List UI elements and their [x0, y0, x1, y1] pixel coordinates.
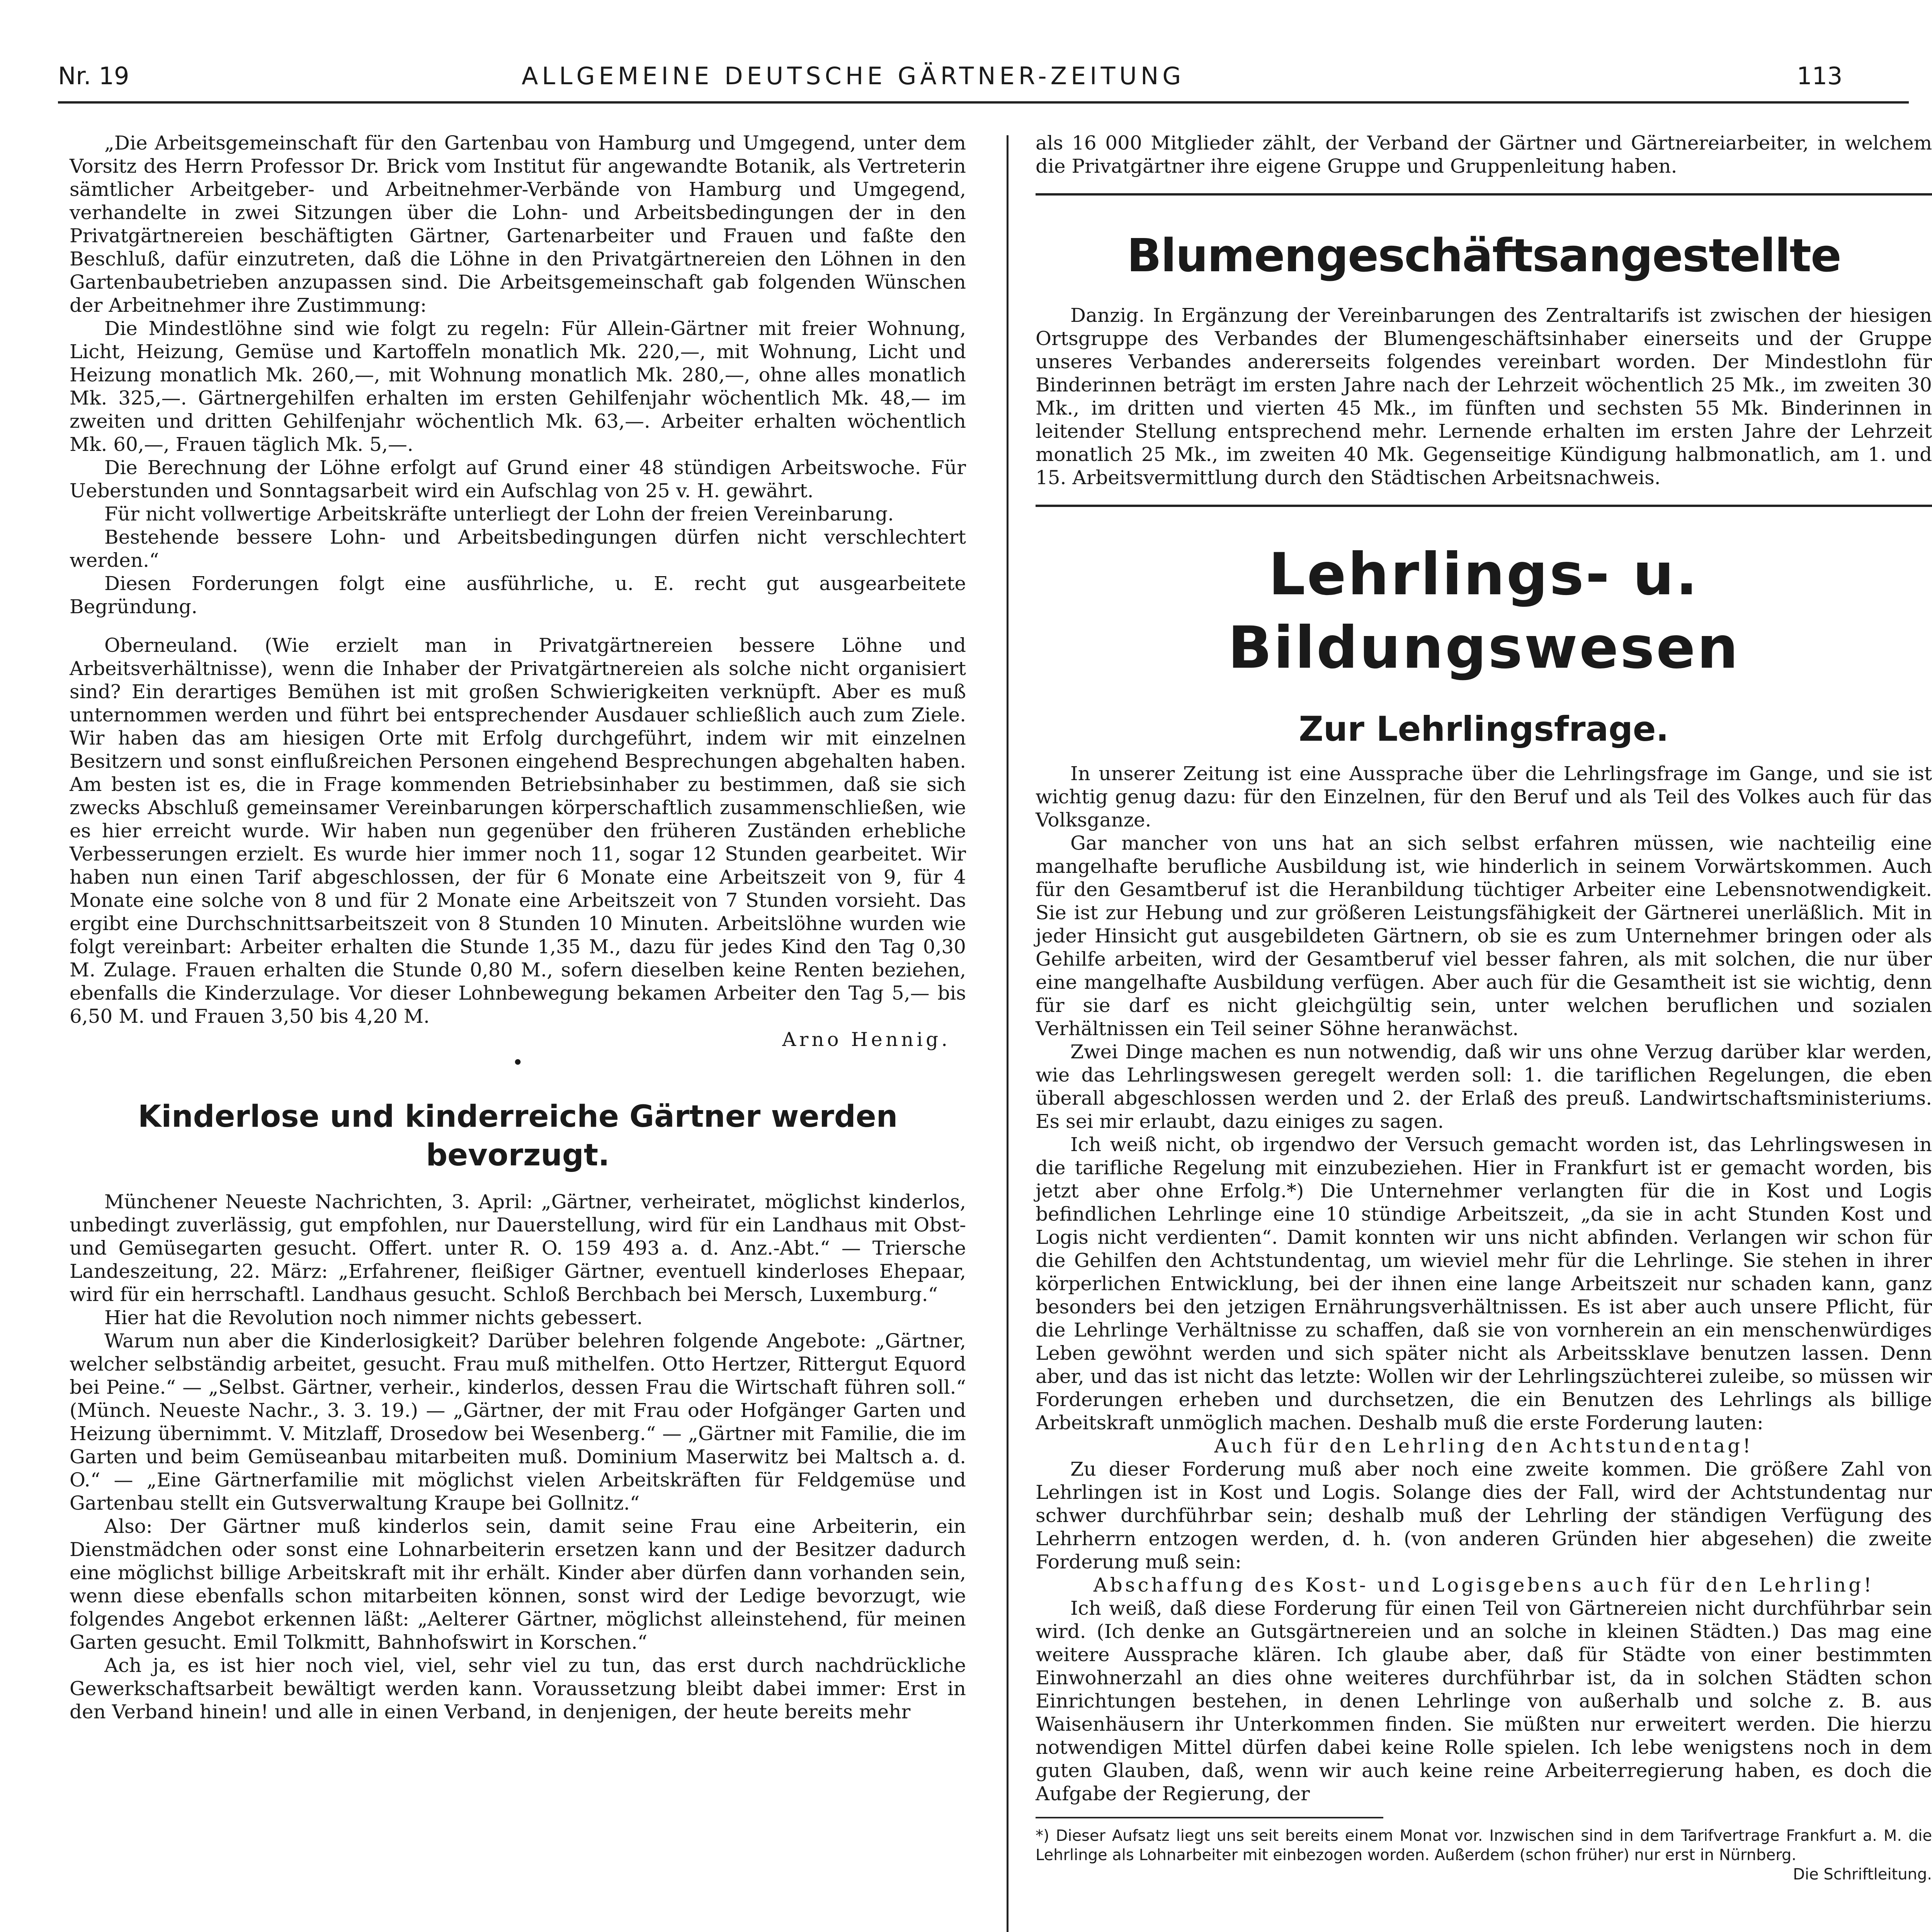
page-number-right: 113	[1797, 62, 1843, 90]
header-rule	[58, 101, 1909, 104]
article-paragraph: Münchener Neueste Nachrichten, 3. April: „Gärtner, verheiratet, möglichst kinderlos, unbedingt zuverlässig, gut empfohlen, nur Dauerstellung, wird für ein Landhaus mit Obst- und Gemüsegarten gesucht. Offert. unter R. O. 159 493 a. d. Anz.-Abt.“ — Triersche Landeszeitung, 22. März: „Erfahrener, fleißiger Gärtner, eventuell kinderloses Ehepaar, wird für ein herrschaftl. Landhaus gesucht. Schloß Berchbach bei Mersch, Luxemburg.“	[70, 1190, 966, 1306]
article-paragraph: Gar mancher von uns hat an sich selbst erfahren müssen, wie nachteilig eine mangelhafte berufliche Ausbildung ist, wie hinderlich in seinem Vorwärtskommen. Auch für den Gesamtberuf ist die Heranbildung tüchtiger Arbeiter eine Lebensnotwendigkeit. Sie ist zur Hebung und zur größeren Leistungsfähigkeit der Gärtnerei unerläßlich. Mit in jeder Hinsicht gut ausgebildeten Gärtnern, ob sie es zum Unternehmer bringen oder als Gehilfe arbeiten, wird der Gesamtberuf viel besser fahren, als mit solchen, die nur über eine mangelhafte Ausbildung verfügen. Aber auch für die Gesamtheit ist sie wichtig, denn für sie darf es nicht gleichgültig sein, unter welchen beruflichen und sozialen Verhältnissen ein Teil seiner Söhne heranwächst.	[1036, 832, 1932, 1040]
article-paragraph: In unserer Zeitung ist eine Aussprache über die Lehrlingsfrage im Gange, und sie ist wichtig genug dazu: für den Einzelnen, für den Beruf und als Teil des Volkes auch für das Volksganze.	[1036, 762, 1932, 831]
footnote-rule	[1036, 1817, 1383, 1818]
right-column	[1036, 131, 1932, 1884]
article-paragraph: Die Berechnung der Löhne erfolgt auf Grund einer 48 stündigen Arbeitswoche. Für Ueberstunden und Sonntagsarbeit wird ein Aufschlag von 25 v. H. gewährt.	[70, 456, 966, 502]
footnote: *) Dieser Aufsatz liegt uns seit bereits einem Monat vor. Inzwischen sind in dem Tarifvertrage Frankfurt a. M. die Lehrlinge als Lohnarbeiter mit einbezogen worden. Außerdem (schon früher) nur erst in Nürnberg.	[1036, 1827, 1932, 1864]
author-signature: Arno Hennig.	[782, 1028, 951, 1051]
article-paragraph: Danzig. In Ergänzung der Vereinbarungen des Zentraltarifs ist zwischen der hiesigen Ortsgruppe des Verbandes der Blumengeschäftsinhaber einerseits und der Gruppe unseres Verbandes andererseits folgendes vereinbart worden. Der Mindestlohn für Binderinnen beträgt im ersten Jahre nach der Lehrzeit wöchentlich 25 Mk., im zweiten 30 Mk., im dritten und vierten 45 Mk., im fünften und sechsten 55 Mk. Binderinnen in leitender Stellung entsprechend mehr. Lernende erhalten im ersten Jahre der Lehrzeit monatlich 25 Mk., im zweiten 40 Mk. Gegenseitige Kündigung halbmonatlich, am 1. und 15. Arbeitsvermittlung durch den Städtischen Arbeitsnachweis.	[1036, 304, 1932, 489]
article-paragraph: Die Mindestlöhne sind wie folgt zu regeln: Für Allein-Gärtner mit freier Wohnung, Licht, Heizung, Gemüse und Kartoffeln monatlich Mk. 220,—, mit Wohnung, Licht und Heizung monatlich Mk. 260,—, mit Wohnung monatlich Mk. 280,—, ohne alles monatlich Mk. 325,—. Gärtnergehilfen erhalten im ersten Gehilfenjahr wöchentlich Mk. 48,— im zweiten und dritten Gehilfenjahr wöchentlich Mk. 63,—. Arbeiter erhalten wöchentlich Mk. 60,—, Frauen täglich Mk. 5,—.	[70, 317, 966, 456]
section-title: Kinderlose und kinderreiche Gärtner werden bevorzugt.	[138, 1099, 898, 1173]
section-divider	[1036, 505, 1932, 507]
page-number-left: Nr. 19	[58, 62, 129, 90]
article-paragraph: „Die Arbeitsgemeinschaft für den Gartenbau von Hamburg und Umgegend, unter dem Vorsitz des Herrn Professor Dr. Brick vom Institut für angewandte Botanik, als Vertreterin sämtlicher Arbeitgeber- und Arbeitnehmer-Verbände von Hamburg und Umgegend, verhandelte in zwei Sitzungen über die Lohn- und Arbeitsbedingungen der in den Privatgärtnereien beschäftigten Gärtner, Gartenarbeiter und Frauen und faßte den Beschluß, dafür einzutreten, daß die Löhne in den Privatgärtnereien den Löhnen in den Gartenbaubetrieben anzupassen sind. Die Arbeitsgemeinschaft gab folgenden Wünschen der Arbeitnehmer ihre Zustimmung:	[70, 132, 966, 316]
article-paragraph: Ich weiß, daß diese Forderung für einen Teil von Gärtnereien nicht durchführbar sein wird. (Ich denke an Gutsgärtnereien und an solche in kleinen Städten.) Das mag eine weitere Aussprache klären. Ich glaube aber, daß für Städte von einer bestimmten Einwohnerzahl an dies ohne weiteres durchführbar ist, da in solchen Städten schon Einrichtungen bestehen, in denen Lehrlinge von außerhalb und solche z. B. aus Waisenhäusern ihr Unterkommen finden. Sie müßten nur erweitert werden. Die hierzu notwendigen Mittel dürfen dabei keine Rolle spielen. Ich lebe wenigstens noch in dem guten Glauben, daß, wenn wir auch keine reine Arbeiterregierung haben, es doch die Aufgabe der Regierung, der	[1036, 1597, 1932, 1805]
section-divider	[1036, 193, 1932, 196]
section-dot: •	[512, 1051, 524, 1074]
article-paragraph: Bestehende bessere Lohn- und Arbeitsbedingungen dürfen nicht verschlechtert werden.“	[70, 526, 966, 571]
article-paragraph: Für nicht vollwertige Arbeitskräfte unterliegt der Lohn der freien Vereinbarung.	[104, 503, 894, 525]
article-subtitle: Zur Lehrlingsfrage.	[1299, 709, 1669, 749]
demand-heading: Auch für den Lehrling den Achtstundentag!	[1214, 1435, 1753, 1457]
article-paragraph: Zwei Dinge machen es nun notwendig, daß wir uns ohne Verzug darüber klar werden, wie das Lehrlingswesen geregelt werden soll: 1. die tariflichen Regelungen, die eben überall abgeschlossen werden und 2. der Erlaß des preuß. Landwirtschaftsministeriums. Es sei mir erlaubt, dazu einiges zu sagen.	[1036, 1041, 1932, 1133]
article-paragraph: Oberneuland. (Wie erzielt man in Privatgärtnereien bessere Löhne und Arbeitsverhältnisse), wenn die Inhaber der Privatgärtnereien als solche nicht organisiert sind? Ein derartiges Bemühen ist mit großen Schwierigkeiten verknüpft. Aber es muß unternommen werden und führt bei entsprechender Ausdauer schließlich auch zum Ziele. Wir haben das am hiesigen Orte mit Erfolg durchgeführt, indem wir mit einzelnen Besitzern und sonst einflußreichen Personen eingehend Besprechungen abgehalten haben. Am besten ist es, die in Frage kommenden Betriebsinhaber zu bestimmen, daß sie sich zwecks Abschluß gemeinsamer Vereinbarungen körperschaftlich zusammenschließen, wie es hier erreicht wurde. Wir haben nun gegenüber den früheren Zuständen erhebliche Verbesserungen erzielt. Es wurde hier immer noch 11, sogar 12 Stunden gearbeitet. Wir haben nun einen Tarif abgeschlossen, der für 6 Monate eine Arbeitszeit von 9, für 4 Monate eine solche von 8 und für 2 Monate eine Arbeitszeit von 7 Stunden vorsieht. Das ergibt eine Durchschnittsarbeitszeit von 8 Stunden 10 Minuten. Arbeitslöhne wurden wie folgt vereinbart: Arbeiter erhalten die Stunde 1,35 M., dazu für jedes Kind den Tag 0,30 M. Zulage. Frauen erhalten die Stunde 0,80 M., sofern dieselben keine Renten beziehen, ebenfalls die Kinderzulage. Vor dieser Lohnbewegung bekamen Arbeiter den Tag 5,— bis 6,50 M. und Frauen 3,50 bis 4,20 M.	[70, 634, 966, 1027]
section-title: Blumengeschäftsangestellte	[1127, 229, 1841, 282]
column-rule	[1007, 135, 1009, 1932]
article-paragraph: Hier hat die Revolution noch nimmer nichts gebessert.	[104, 1306, 643, 1329]
article-paragraph: Diesen Forderungen folgt eine ausführliche, u. E. recht gut ausgearbeitete Begründung.	[70, 572, 966, 618]
demand-heading: Abschaffung des Kost- und Logisgebens auch für den Lehrling!	[1093, 1574, 1874, 1596]
article-paragraph: Warum nun aber die Kinderlosigkeit? Darüber belehren folgende Angebote: „Gärtner, welcher selbständig arbeitet, gesucht. Frau muß mithelfen. Otto Hertzer, Rittergut Equord bei Peine.“ — „Selbst. Gärtner, verheir., kinderlos, dessen Frau die Wirtschaft führen soll.“ (Münch. Neueste Nachr., 3. 3. 19.) — „Gärtner, der mit Frau oder Hofgänger Garten und Heizung übernimmt. V. Mitzlaff, Drosedow bei Wesenberg.“ — „Gärtner mit Familie, die im Garten und beim Gemüseanbau mitarbeiten muß. Dominium Maserwitz bei Maltsch a. d. O.“ — „Eine Gärtnerfamilie mit möglichst vielen Arbeitskräften für Feldgemüse und Gartenbau stellt ein Gutsverwaltung Kraupe bei Gollnitz.“	[70, 1330, 966, 1514]
masthead-title: ALLGEMEINE DEUTSCHE GÄRTNER-ZEITUNG	[522, 62, 1185, 90]
article-paragraph: als 16 000 Mitglieder zählt, der Verband der Gärtner und Gärtnereiarbeiter, in welchem die Privatgärtner ihre eigene Gruppe und Gruppenleitung haben.	[1036, 132, 1932, 177]
section-title: Lehrlings- u. Bildungswesen	[1228, 541, 1740, 682]
left-column	[70, 131, 966, 1723]
article-paragraph: Ach ja, es ist hier noch viel, viel, sehr viel zu tun, das erst durch nachdrückliche Gewerkschaftsarbeit bewältigt werden kann. Voraussetzung bleibt dabei immer: Erst in den Verband hinein! und alle in einen Verband, in denjenigen, der heute bereits mehr	[70, 1654, 966, 1723]
footnote-signature: Die Schriftleitung.	[1793, 1866, 1932, 1883]
article-paragraph: Ich weiß nicht, ob irgendwo der Versuch gemacht worden ist, das Lehrlingswesen in die tarifliche Regelung mit einzubeziehen. Hier in Frankfurt ist er gemacht worden, bis jetzt aber ohne Erfolg.*) Die Unternehmer verlangten für die in Kost und Logis befindlichen Lehrlinge eine 10 stündige Arbeitszeit, „da sie in acht Stunden Kost und Logis nicht verdienten“. Damit konnten wir uns nicht abfinden. Verlangen wir schon für die Gehilfen den Achtstundentag, um wieviel mehr für die Lehrlinge. Sie stehen in ihrer körperlichen Entwicklung, bei der ihnen eine lange Arbeitszeit nur schaden kann, ganz besonders bei den jetzigen Ernährungsverhältnissen. Es ist aber auch unsere Pflicht, für die Lehrlinge Verhältnisse zu schaffen, daß sie von vornherein an ein menschenwürdiges Leben gewöhnt werden und sich später nicht als Arbeitssklave benutzen lassen. Denn aber, und das ist nicht das letzte: Wollen wir der Lehrlingszüchterei zuleibe, so müssen wir Forderungen erheben und durchsetzen, die ein Benutzen des Lehrlings als billige Arbeitskraft unmöglich machen. Deshalb muß die erste Forderung lauten:	[1036, 1133, 1932, 1434]
article-paragraph: Zu dieser Forderung muß aber noch eine zweite kommen. Die größere Zahl von Lehrlingen ist in Kost und Logis. Solange dies der Fall, wird der Achtstundentag nur schwer durchführbar sein; deshalb muß der Lehrling der ständigen Verfügung des Lehrherrn entzogen werden, d. h. (von anderen Gründen hier abgesehen) die zweite Forderung muß sein:	[1036, 1458, 1932, 1573]
article-paragraph: Also: Der Gärtner muß kinderlos sein, damit seine Frau eine Arbeiterin, ein Dienstmädchen oder sonst eine Lohnarbeiterin ersetzen kann und der Besitzer dadurch eine möglichst billige Arbeitskraft mit ihr erhält. Kinder aber dürfen dann vorhanden sein, wenn diese ebenfalls schon mitarbeiten können, sonst wird der Ledige bevorzugt, wie folgendes Angebot erkennen läßt: „Aelterer Gärtner, möglichst alleinstehend, für meinen Garten gesucht. Emil Tolkmitt, Bahnhofswirt in Korschen.“	[70, 1515, 966, 1653]
